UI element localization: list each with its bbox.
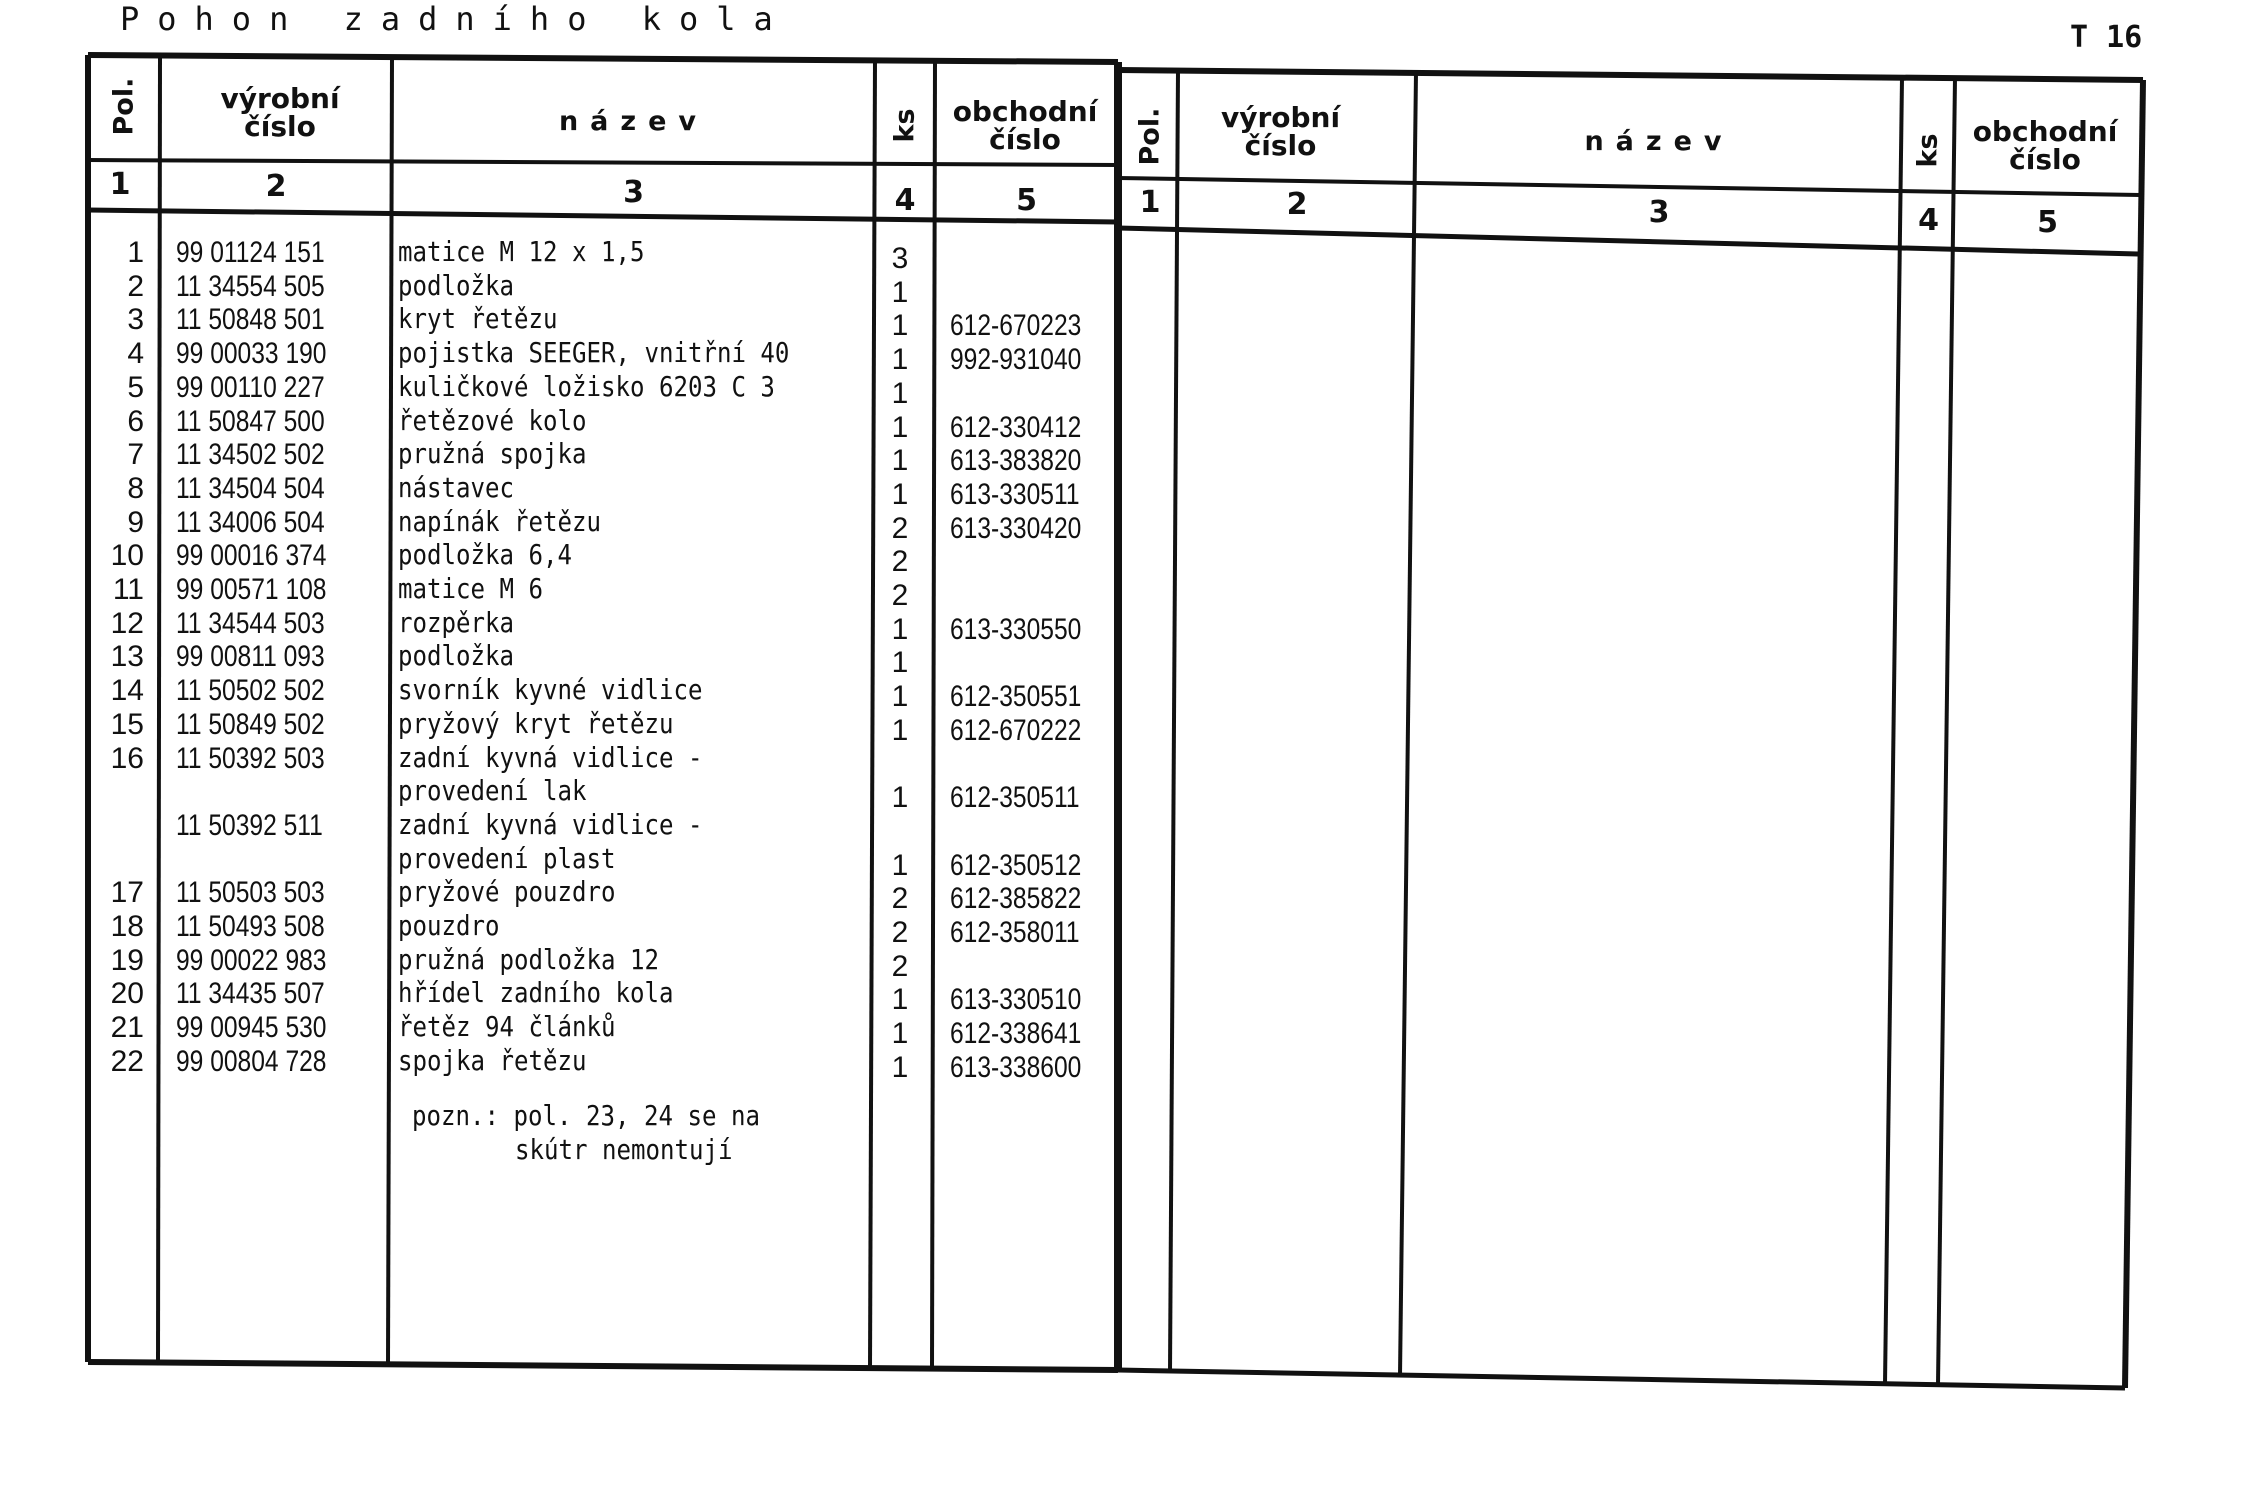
row-ks: 1 (891, 309, 909, 343)
row-nazev: podložka (398, 268, 514, 302)
row-vyrobni: 99 00033 190 (176, 337, 327, 371)
row-pol: 10 (110, 539, 144, 573)
row-obchodni: 612-670222 (950, 713, 1082, 747)
row-nazev: pružná podložka 12 (398, 942, 659, 976)
row-nazev: rozpěrka (398, 605, 514, 639)
row-pol: 6 (127, 404, 144, 438)
row-ks: 1 (891, 1050, 909, 1084)
row-vyrobni: 11 34554 505 (176, 269, 325, 303)
row-nazev: pouzdro (398, 909, 500, 942)
row-obchodni: 612-350511 (950, 781, 1080, 815)
right-colnum-5: 5 (2037, 205, 2058, 240)
row-nazev: zadní kyvná vidlice - (398, 740, 703, 774)
row-pol: 18 (110, 910, 144, 943)
right-table-lines (1118, 70, 2143, 1388)
row-pol: 16 (110, 741, 144, 775)
right-header-ks: ks (1912, 133, 1944, 168)
row-pol: 7 (127, 438, 144, 472)
row-ks: 1 (891, 477, 909, 511)
row-ks: 1 (891, 376, 909, 410)
row-ks: 1 (891, 410, 909, 444)
row-nazev: podložka 6,4 (398, 538, 572, 572)
row-nazev: hřídel zadního kola (398, 976, 674, 1010)
row-vyrobni: 11 50493 508 (176, 910, 325, 943)
row-ks: 1 (891, 983, 909, 1017)
row-pol: 21 (110, 1011, 144, 1045)
row-obchodni: 613-330510 (950, 983, 1082, 1017)
row-nazev: provedení lak (398, 774, 587, 808)
row-pol: 5 (127, 370, 144, 404)
row-ks: 1 (891, 343, 909, 377)
row-ks: 1 (891, 646, 909, 680)
row-ks: 2 (891, 579, 909, 612)
row-ks: 2 (891, 916, 909, 949)
row-vyrobni: 99 00110 227 (176, 370, 325, 404)
row-pol: 20 (110, 977, 144, 1011)
row-nazev: kuličkové ložisko 6203 C 3 (398, 369, 775, 403)
row-nazev: pryžové pouzdro (398, 875, 616, 909)
row-obchodni: 612-670223 (950, 309, 1082, 343)
row-obchodni: 612-330412 (950, 410, 1082, 444)
row-vyrobni: 99 00945 530 (176, 1011, 327, 1045)
row-nazev: řetěz 94 článků (398, 1010, 616, 1044)
row-ks: 1 (891, 848, 909, 882)
row-obchodni: 613-338600 (950, 1050, 1082, 1084)
row-obchodni: 613-330420 (950, 511, 1082, 545)
row-obchodni: 613-383820 (950, 444, 1082, 478)
row-vyrobni: 99 00022 983 (176, 943, 327, 977)
row-nazev: pojistka SEEGER, vnitřní 40 (398, 336, 790, 370)
left-colnum-4: 4 (894, 183, 916, 218)
row-pol: 2 (127, 269, 144, 303)
row-pol: 12 (110, 606, 144, 640)
row-vyrobni: 99 00571 108 (176, 573, 327, 606)
row-vyrobni: 11 50849 502 (176, 707, 325, 741)
row-ks: 1 (891, 612, 909, 646)
left-header-ks: ks (889, 108, 921, 143)
row-vyrobni: 11 34435 507 (176, 977, 325, 1011)
row-ks: 3 (891, 242, 909, 275)
row-pol: 11 (112, 573, 144, 606)
note-line-1: pozn.: pol. 23, 24 se na (412, 1099, 760, 1132)
row-nazev: podložka (398, 639, 514, 673)
row-pol: 14 (110, 674, 144, 708)
row-vyrobni: 99 00811 093 (176, 640, 325, 674)
row-ks: 1 (891, 275, 909, 309)
row-vyrobni: 11 50502 502 (176, 674, 325, 708)
row-vyrobni: 11 34006 504 (176, 505, 325, 539)
row-ks: 1 (891, 680, 909, 714)
row-vyrobni: 11 50392 503 (176, 741, 325, 775)
row-vyrobni: 11 34544 503 (176, 606, 325, 640)
row-vyrobni: 99 00804 728 (176, 1044, 327, 1078)
left-colnum-5: 5 (1016, 183, 1037, 218)
row-nazev: svorník kyvné vidlice (398, 673, 703, 707)
row-ks: 2 (891, 511, 909, 545)
row-obchodni: 992-931040 (950, 343, 1082, 377)
row-vyrobni: 99 00016 374 (176, 539, 327, 573)
row-ks: 1 (891, 444, 909, 478)
row-ks: 1 (891, 713, 909, 747)
row-pol: 3 (127, 303, 144, 337)
row-nazev: matice M 6 (398, 572, 543, 605)
row-vyrobni: 11 50392 511 (176, 808, 323, 842)
row-nazev: pryžový kryt řetězu (398, 706, 674, 740)
right-colnum-1: 1 (1139, 185, 1161, 220)
row-ks: 1 (891, 1017, 909, 1051)
row-nazev: napínák řetězu (398, 504, 601, 538)
row-nazev: řetězové kolo (398, 403, 587, 437)
row-obchodni: 612-338641 (950, 1017, 1082, 1051)
row-vyrobni: 11 50847 500 (176, 404, 325, 438)
row-nazev: zadní kyvná vidlice - (398, 807, 703, 841)
left-colnum-2: 2 (265, 169, 287, 204)
note-line-2: skútr nemontují (515, 1133, 733, 1166)
row-nazev: pružná spojka (398, 437, 587, 471)
row-pol: 17 (110, 876, 144, 910)
right-header-pol: Pol. (1134, 107, 1166, 166)
row-pol: 9 (127, 505, 144, 539)
row-pol: 1 (127, 236, 144, 269)
row-nazev: spojka řetězu (398, 1043, 587, 1077)
row-pol: 19 (110, 943, 144, 977)
row-pol: 4 (127, 337, 144, 371)
right-colnum-2: 2 (1286, 187, 1308, 222)
row-obchodni: 613-330550 (950, 612, 1082, 646)
right-header-nazev: název (1584, 126, 1734, 157)
row-nazev: kryt řetězu (398, 302, 558, 336)
row-vyrobni: 11 34502 502 (176, 438, 325, 472)
row-obchodni: 612-350551 (950, 680, 1082, 714)
row-ks: 2 (891, 545, 909, 579)
row-ks: 1 (891, 781, 909, 815)
left-colnum-1: 1 (109, 167, 131, 202)
row-pol: 22 (110, 1044, 144, 1078)
row-pol: 15 (110, 707, 144, 741)
row-obchodni: 612-358011 (950, 916, 1080, 949)
row-obchodni: 613-330511 (950, 477, 1080, 511)
row-vyrobni: 11 50503 503 (176, 876, 325, 910)
left-header-pol: Pol. (108, 77, 140, 136)
row-ks: 2 (891, 882, 909, 916)
page-code: T 16 (2070, 20, 2143, 55)
row-obchodni: 612-350512 (950, 848, 1082, 882)
left-header-obchodni: obchodní číslo (952, 95, 1098, 156)
left-header-nazev: název (558, 106, 709, 137)
row-vyrobni: 11 50848 501 (176, 303, 325, 337)
row-nazev: provedení plast (398, 841, 616, 875)
row-ks: 2 (891, 949, 909, 983)
row-vyrobni: 99 01124 151 (176, 236, 325, 269)
row-nazev: nástavec (398, 470, 514, 504)
row-obchodni: 612-385822 (950, 882, 1082, 916)
right-header-obchodni: obchodní číslo (1972, 115, 2118, 176)
row-vyrobni: 11 34504 504 (176, 471, 325, 505)
row-pol: 13 (110, 640, 144, 674)
right-colnum-3: 3 (1648, 195, 1670, 230)
row-nazev: matice M 12 x 1,5 (398, 235, 645, 268)
right-header-vyrobni: výrobní číslo (1220, 101, 1341, 162)
row-pol: 8 (127, 471, 144, 505)
page-title: Pohon zadního kola (120, 0, 791, 38)
right-colnum-4: 4 (1918, 203, 1939, 238)
left-colnum-3: 3 (623, 175, 644, 210)
left-header-vyrobni: výrobní číslo (220, 82, 340, 143)
